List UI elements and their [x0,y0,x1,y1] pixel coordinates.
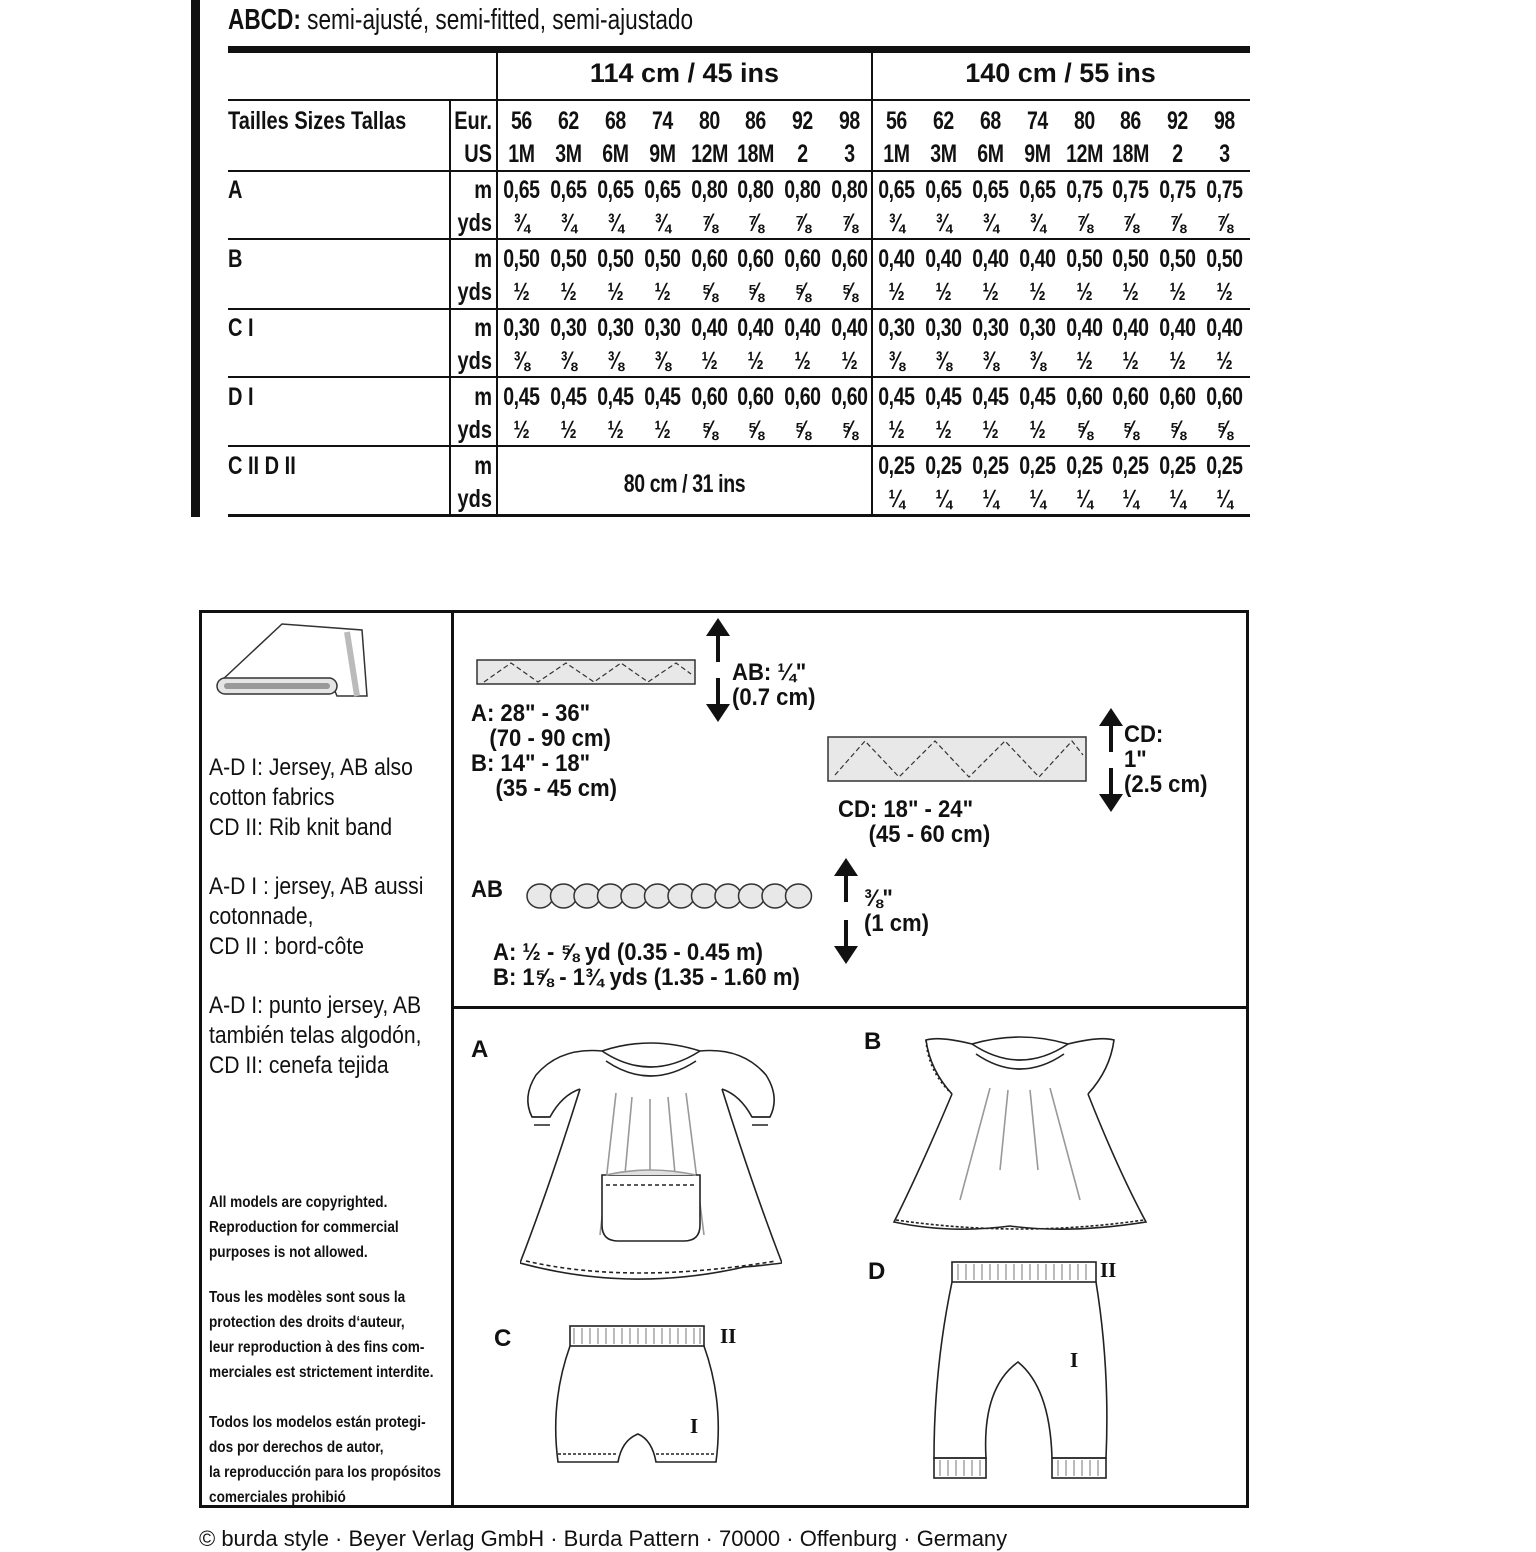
yards-value: ⅝ [700,416,717,444]
elastic1-width: AB: ¼" (0.7 cm) [732,659,816,711]
box-divider-vertical [451,610,454,1508]
yards-value: ⅞ [841,209,858,237]
eur-size: 62 [932,107,954,135]
meters-value: 0,45 [925,383,962,411]
unit-yds: yds [457,485,492,513]
meters-value: 0,80 [784,176,821,204]
yards-value: ½ [794,347,811,375]
trim-scallop [551,884,577,908]
copyright-es: Todos los modelos están protegi- dos por derechos de autor, la reproducción para los propósitos comerciales prohibió [209,1414,441,1506]
us-size: 3M [555,140,582,168]
meters-value: 0,60 [831,245,868,273]
yards-value: ½ [654,416,670,444]
meters-value: 0,30 [550,314,587,342]
meters-value: 0,45 [550,383,587,411]
meters-value: 0,60 [1206,383,1243,411]
yards-value: ⅝ [794,278,811,306]
us-size: 6M [602,140,629,168]
view-c-band-label: II [720,1324,737,1348]
fabric-text-es: A-D I: punto jersey, AB también telas algodón, CD II: cenefa tejida [209,992,422,1079]
meters-value: 0,25 [1018,452,1056,480]
eur-size: 74 [651,107,673,135]
meters-value: 0,65 [971,176,1009,204]
view-label-b: B [864,1028,882,1055]
fabric-width-140: 140 cm / 55 ins [965,58,1156,88]
us-size: 1M [508,140,535,168]
meters-value: 0,25 [1206,452,1243,480]
view-d-band-label: II [1100,1258,1117,1282]
meters-value: 0,50 [643,245,681,273]
eur-size: 68 [979,107,1001,135]
us-size: 12M [1065,140,1103,168]
yards-value: ⅜ [513,347,530,375]
view-row-label: A [228,176,243,204]
yards-value: ½ [560,416,577,444]
yards-value: ¾ [935,209,952,237]
yards-value: ½ [935,416,952,444]
meters-value: 0,60 [1065,383,1103,411]
eur-size: 62 [557,107,579,135]
yards-value: ½ [1075,347,1092,375]
yards-value: ¼ [888,485,905,513]
eur-size: 56 [885,107,907,135]
elastic1-length: A: 28" - 36" (70 - 90 cm) B: 14" - 18" (35 - 45 cm) [471,700,618,802]
trim-scallop [621,884,647,908]
yards-value: ½ [1216,347,1233,375]
fabric-width-114: 114 cm / 45 ins [589,58,780,88]
yards-value: ½ [1216,278,1233,306]
eur-size: 56 [510,107,532,135]
view-label-c: C [494,1325,512,1352]
trim-scallop [739,884,765,908]
meters-value: 0,60 [1112,383,1150,411]
meters-value: 0,60 [831,383,868,411]
yardage-table [228,0,1250,517]
meters-value: 0,65 [1018,176,1056,204]
meters-value: 0,50 [1112,245,1150,273]
meters-value: 0,60 [690,383,728,411]
yards-value: ⅜ [607,347,624,375]
yards-value: ⅜ [935,347,952,375]
us-size: 18M [1112,140,1150,168]
meters-value: 0,30 [925,314,962,342]
yards-value: ½ [1029,278,1045,306]
yards-value: ½ [560,278,577,306]
yards-value: ½ [1169,347,1186,375]
meters-value: 0,45 [1018,383,1056,411]
picot-trim-icon [526,880,822,912]
meters-value: 0,80 [690,176,728,204]
meters-value: 0,30 [596,314,634,342]
trim-scallop [645,884,671,908]
yards-value: ½ [1122,278,1139,306]
yards-value: ¼ [935,485,952,513]
us-size: 3M [930,140,957,168]
yards-value: ⅝ [1216,416,1233,444]
yards-value: ⅞ [1122,209,1139,237]
meters-value: 0,40 [925,245,962,273]
meters-value: 0,75 [1206,176,1243,204]
us-size: 2 [1172,140,1183,168]
view-c-body-label: I [690,1414,699,1438]
us-label: US [464,140,492,168]
yards-value: ⅝ [841,416,858,444]
table-rule [228,170,1250,172]
meters-value: 0,50 [1065,245,1103,273]
sizes-label: Tailles Sizes Tallas [228,107,407,135]
yards-value: ⅝ [700,278,717,306]
meters-value: 0,40 [1112,314,1150,342]
meters-value: 0,75 [1112,176,1150,204]
meters-value: 0,30 [1018,314,1056,342]
eur-size: 80 [698,107,720,135]
yards-value: ½ [935,278,952,306]
meters-value: 0,45 [878,383,915,411]
trim-scallop [668,884,694,908]
meters-value: 0,25 [971,452,1009,480]
yards-value: ⅝ [1122,416,1139,444]
fabric-text-fr: A-D I : jersey, AB aussi cotonnade, CD II : bord-côte [209,873,424,960]
double-arrow-icon [1097,708,1125,812]
yards-value: ¾ [607,209,624,237]
meters-value: 0,45 [596,383,634,411]
fabric-text-en: A-D I: Jersey, AB also cotton fabrics CD II: Rib knit band [209,754,413,841]
eur-size: 98 [839,107,861,135]
eur-size: 86 [1120,107,1142,135]
trim-scallop [715,884,741,908]
yards-value: ½ [888,278,905,306]
left-margin-bar [191,0,200,517]
meters-value: 0,45 [503,383,540,411]
merged-rib-value: 80 cm / 31 ins [623,470,746,498]
yards-value: ½ [888,416,905,444]
view-d-body-label: I [1070,1348,1079,1372]
meters-value: 0,60 [784,383,821,411]
yards-value: ⅝ [841,278,858,306]
unit-m: m [474,314,492,342]
box-divider-horizontal [451,1006,1249,1009]
meters-value: 0,60 [1159,383,1196,411]
meters-value: 0,40 [1018,245,1056,273]
meters-value: 0,60 [784,245,821,273]
yards-value: ½ [747,347,764,375]
copyright-fr: Tous les modèles sont sous la protection des droits d‘auteur, leur reproduction à des fins com- merciales est strictement interdite. [209,1289,434,1381]
meters-value: 0,50 [550,245,587,273]
copyright-en: All models are copyrighted. Reproduction for commercial purposes is not allowed. [209,1194,399,1261]
yards-value: ⅞ [1216,209,1233,237]
meters-value: 0,50 [1159,245,1196,273]
trim-length: A: ½ - ⅝ yd (0.35 - 0.45 m) B: 1⅝ - 1¾ yds (1.35 - 1.60 m) [493,939,800,991]
yards-value: ½ [982,416,999,444]
meters-value: 0,25 [878,452,915,480]
double-arrow-icon [832,858,860,964]
eur-label: Eur. [454,107,492,135]
yards-value: ⅝ [747,278,764,306]
yards-value: ¾ [1029,209,1045,237]
unit-yds: yds [457,347,492,375]
yards-value: ¼ [1029,485,1045,513]
trim-scallop [527,884,553,908]
trim-scallop [598,884,624,908]
yards-value: ⅝ [1075,416,1092,444]
us-size: 3 [1219,140,1230,168]
yards-value: ⅜ [1029,347,1045,375]
eur-size: 92 [1167,107,1189,135]
table-rule [228,308,1250,310]
meters-value: 0,25 [1065,452,1103,480]
yards-value: ½ [513,416,530,444]
meters-value: 0,30 [878,314,915,342]
table-rule [228,238,1250,240]
meters-value: 0,75 [1065,176,1103,204]
meters-value: 0,40 [784,314,821,342]
meters-value: 0,75 [1159,176,1196,204]
yards-value: ⅜ [654,347,670,375]
yards-value: ¾ [654,209,670,237]
eur-size: 98 [1214,107,1236,135]
meters-value: 0,60 [690,245,728,273]
meters-value: 0,65 [550,176,587,204]
meters-value: 0,30 [503,314,540,342]
yards-value: ⅜ [560,347,577,375]
trim-label: AB [471,876,503,903]
unit-yds: yds [457,209,492,237]
unit-m: m [474,383,492,411]
eur-size: 74 [1026,107,1048,135]
meters-value: 0,40 [971,245,1009,273]
yards-value: ¾ [513,209,530,237]
table-rule [228,445,1250,447]
meters-value: 0,25 [925,452,962,480]
yards-value: ¼ [1075,485,1092,513]
view-d-pants-illustration [928,1258,1118,1484]
table-rule [228,46,1250,53]
yards-value: ⅞ [1075,209,1092,237]
meters-value: 0,65 [925,176,962,204]
yards-value: ⅝ [794,416,811,444]
trim-scallop [574,884,600,908]
meters-value: 0,40 [1065,314,1103,342]
trim-scallop [762,884,788,908]
yards-value: ½ [982,278,999,306]
trim-scallop [692,884,718,908]
view-row-label: B [228,245,243,273]
yards-value: ½ [700,347,717,375]
us-size: 12M [690,140,728,168]
view-row-label: D I [228,383,254,411]
table-rule [496,53,498,517]
yards-value: ¾ [888,209,905,237]
us-size: 3 [844,140,855,168]
meters-value: 0,60 [737,383,775,411]
meters-value: 0,25 [1159,452,1196,480]
yards-value: ⅝ [1169,416,1186,444]
yards-value: ¼ [1169,485,1186,513]
meters-value: 0,65 [503,176,540,204]
meters-value: 0,65 [878,176,915,204]
yards-value: ½ [513,278,530,306]
meters-value: 0,40 [831,314,868,342]
elastic-narrow-icon [476,658,698,688]
table-rule [228,376,1250,378]
elastic-wide-icon [827,735,1089,783]
yards-value: ⅜ [982,347,999,375]
elastic2-width: CD: 1" (2.5 cm) [1124,721,1208,798]
yards-value: ½ [607,278,624,306]
yards-value: ¼ [982,485,999,513]
trim-width: ⅜" (1 cm) [864,885,930,937]
us-size: 18M [737,140,775,168]
us-size: 1M [883,140,910,168]
yards-value: ½ [1169,278,1186,306]
yards-value: ¾ [982,209,999,237]
fabric-bolt-icon [212,616,377,706]
yards-value: ½ [1029,416,1045,444]
meters-value: 0,45 [643,383,681,411]
meters-value: 0,65 [596,176,634,204]
table-rule [871,53,873,517]
view-label-a: A [471,1036,489,1063]
view-row-label: C I [228,314,254,342]
unit-yds: yds [457,278,492,306]
eur-size: 92 [792,107,814,135]
view-a-tunic-illustration [520,1035,782,1293]
us-size: 6M [977,140,1004,168]
unit-m: m [474,452,492,480]
meters-value: 0,65 [643,176,681,204]
eur-size: 80 [1073,107,1095,135]
meters-value: 0,80 [737,176,775,204]
trim-scallop [786,884,812,908]
yards-value: ⅜ [888,347,905,375]
yards-value: ¼ [1216,485,1233,513]
meters-value: 0,25 [1112,452,1150,480]
meters-value: 0,80 [831,176,868,204]
view-c-bloomers-illustration [552,1322,722,1478]
yards-value: ½ [607,416,624,444]
yards-value: ¼ [1122,485,1139,513]
eur-size: 68 [604,107,626,135]
meters-value: 0,40 [1159,314,1196,342]
meters-value: 0,40 [1206,314,1243,342]
double-arrow-icon [704,618,732,722]
us-size: 9M [648,140,676,168]
yards-value: ⅝ [747,416,764,444]
table-rule [228,514,1250,517]
meters-value: 0,40 [878,245,915,273]
yards-value: ⅞ [794,209,811,237]
unit-m: m [474,176,492,204]
meters-value: 0,60 [737,245,775,273]
view-label-d: D [868,1258,886,1285]
yards-value: ⅞ [700,209,717,237]
footer-credit: © burda style · Beyer Verlag GmbH · Burda Pattern · 70000 · Offenburg · Germany [199,1526,1008,1551]
yards-value: ¾ [560,209,577,237]
meters-value: 0,50 [1206,245,1243,273]
eur-size: 86 [745,107,767,135]
us-size: 2 [797,140,808,168]
elastic2-length: CD: 18" - 24" (45 - 60 cm) [838,796,991,848]
meters-value: 0,30 [971,314,1009,342]
meters-value: 0,50 [596,245,634,273]
meters-value: 0,40 [737,314,775,342]
us-size: 9M [1023,140,1051,168]
meters-value: 0,45 [971,383,1009,411]
unit-yds: yds [457,416,492,444]
yards-value: ½ [654,278,670,306]
meters-value: 0,30 [643,314,681,342]
meters-value: 0,40 [690,314,728,342]
view-row-label: C II D II [228,452,296,480]
yards-value: ⅞ [747,209,764,237]
view-b-top-illustration [890,1030,1150,1234]
yards-value: ½ [1122,347,1139,375]
yards-value: ⅞ [1169,209,1186,237]
table-rule [228,99,1250,101]
fit-title: ABCD: semi-ajusté, semi-fitted, semi-ajustado [228,4,694,36]
meters-value: 0,50 [503,245,540,273]
yards-value: ½ [1075,278,1092,306]
yards-value: ½ [841,347,858,375]
unit-m: m [474,245,492,273]
